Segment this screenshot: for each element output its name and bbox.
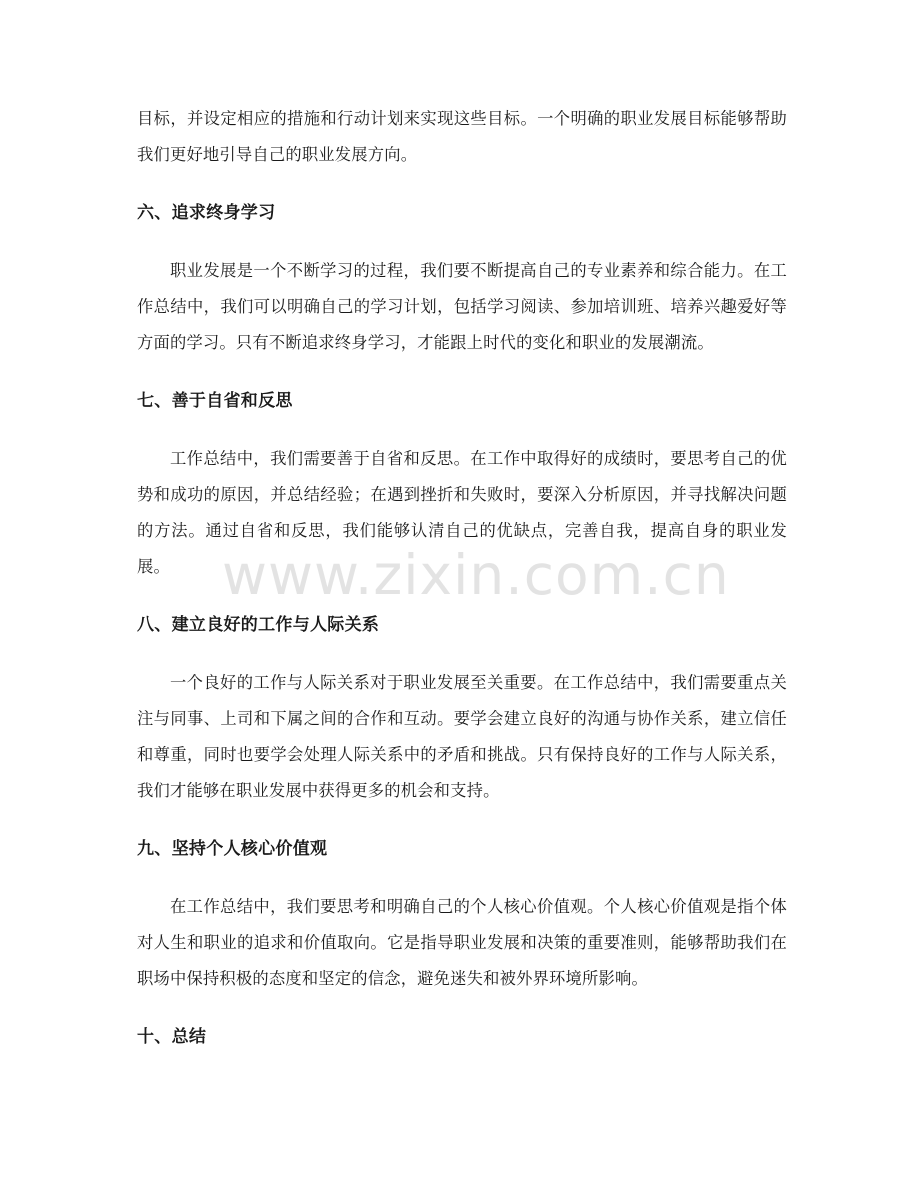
section-heading-6: 六、追求终身学习 xyxy=(137,203,276,223)
section-heading-8: 八、建立良好的工作与人际关系 xyxy=(137,615,380,635)
document-body xyxy=(137,101,787,1055)
section-heading-7: 七、善于自省和反思 xyxy=(137,391,293,411)
section-heading-10: 十、总结 xyxy=(137,1027,207,1047)
watermark: www.zixin.com.cn xyxy=(222,543,730,607)
section-heading-9: 九、坚持个人核心价值观 xyxy=(137,839,328,859)
section-paragraph-9: 在工作总结中，我们要思考和明确自己的个人核心价值观。个人核心价值观是指个体对人生和职业的追求和价值取向。它是指导职业发展和决策的重要准则，能够帮助我们在职场中保持积极的态度和坚定的信念，避免迷失和被外界环境所影响。 xyxy=(137,897,787,988)
section-paragraph-7: 工作总结中，我们需要善于自省和反思。在工作中取得好的成绩时，要思考自己的优势和成功的原因，并总结经验；在遇到挫折和失败时，要深入分析原因，并寻找解决问题的方法。通过自省和反思，我们能够认清自己的优缺点，完善自我，提高自身的职业发展。 xyxy=(137,449,787,576)
section-paragraph-8: 一个良好的工作与人际关系对于职业发展至关重要。在工作总结中，我们需要重点关注与同事、上司和下属之间的合作和互动。要学会建立良好的沟通与协作关系，建立信任和尊重，同时也要学会处理人际关系中的矛盾和挑战。只有保持良好的工作与人际关系，我们才能够在职业发展中获得更多的机会和支持。 xyxy=(137,673,787,800)
section-paragraph-6: 职业发展是一个不断学习的过程，我们要不断提高自己的专业素养和综合能力。在工作总结中，我们可以明确自己的学习计划，包括学习阅读、参加培训班、培养兴趣爱好等方面的学习。只有不断追求终身学习，才能跟上时代的变化和职业的发展潮流。 xyxy=(137,261,787,352)
intro-paragraph: 目标，并设定相应的措施和行动计划来实现这些目标。一个明确的职业发展目标能够帮助我们更好地引导自己的职业发展方向。 xyxy=(137,109,787,164)
